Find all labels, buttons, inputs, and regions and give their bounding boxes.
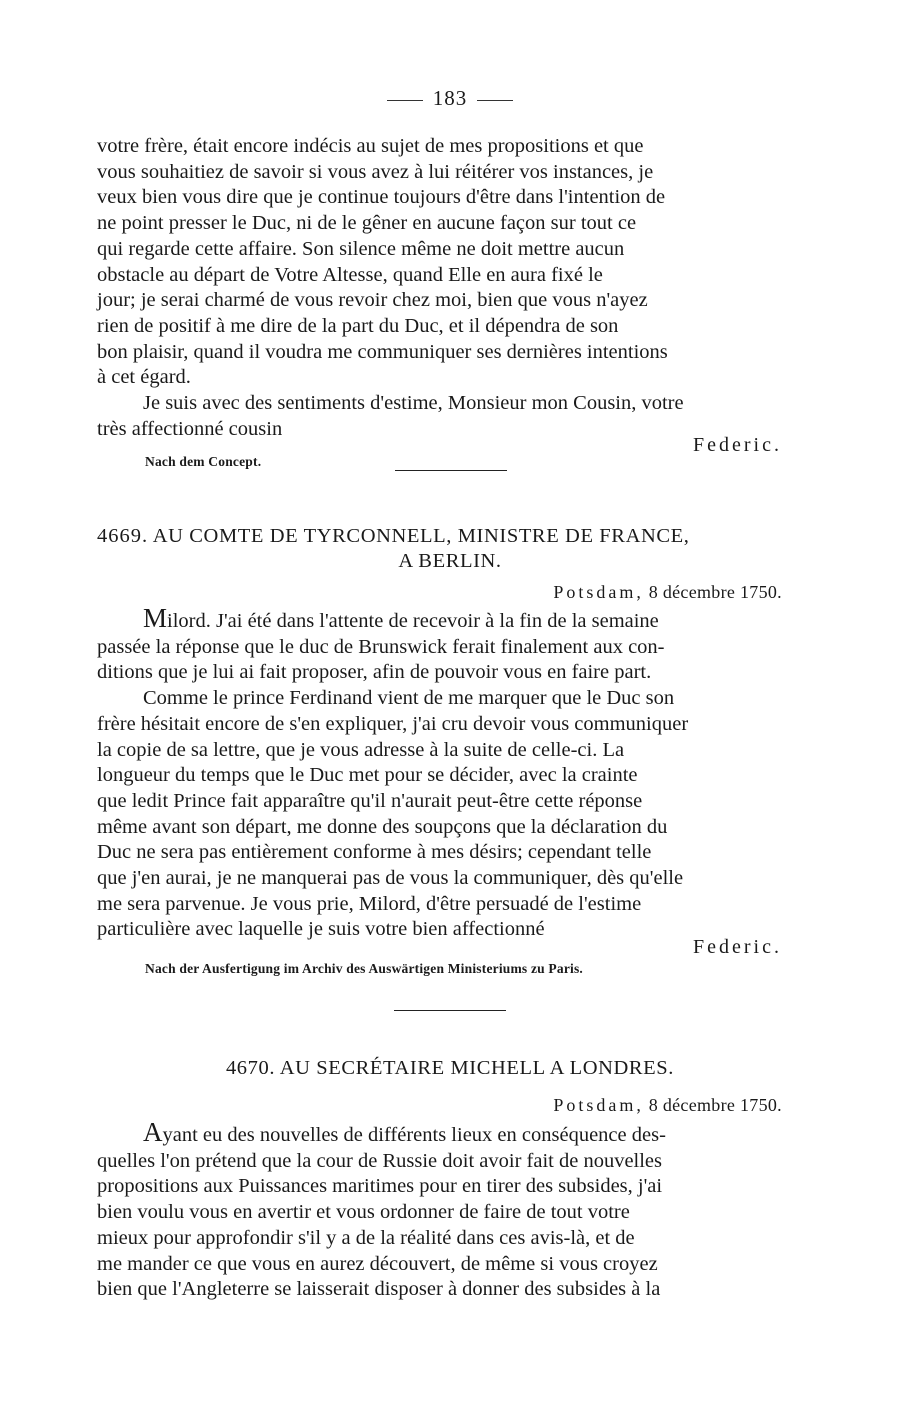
section-divider <box>395 470 507 471</box>
letter-4670-body <box>97 1117 807 1303</box>
letter-4669-paragraph-1: Milord. J'ai été dans l'attente de recevoir à la fin de la semaine passée la réponse que le duc de Brunswick ferait finalement aux con- ditions que je lui ai fait proposer, afin de pouvoir vous en faire part. <box>97 603 665 684</box>
letter-4669-heading: 4669. AU COMTE DE TYRCONNELL, MINISTRE DE FRANCE, <box>97 525 690 547</box>
letter-1-source-note: Nach dem Concept. <box>145 454 262 469</box>
page-number-dash-left <box>387 100 423 101</box>
letter-1-body <box>97 134 807 442</box>
page-number-dash-right <box>477 100 513 101</box>
letter-4669-heading-line2: A BERLIN. <box>398 550 502 572</box>
letter-4669-signature: Federic. <box>693 936 782 958</box>
letter-4670-heading: 4670. AU SECRÉTAIRE MICHELL A LONDRES. <box>225 1057 675 1079</box>
letter-4670-dateline: Potsdam, 8 décembre 1750. <box>553 1095 782 1115</box>
letter-1-signature: Federic. <box>693 434 782 456</box>
letter-4669-paragraph-2: Comme le prince Ferdinand vient de me marquer que le Duc son frère hésitait encore de s'en expliquer, j'ai cru devoir vous communiquer la copie de sa lettre, que je vous adresse à la suite de celle-ci. La longueur du temps que le Duc met pour se décider, avec la crainte que ledit Prince fait apparaître qu'il n'aurait peut-être cette réponse même avant son départ, me donne des soupçons que la déclaration du Duc ne sera pas entièrement conforme à mes désirs; cependant telle que j'en aurai, je ne manquerai pas de vous la communiquer, dès qu'elle me sera parvenue. Je vous prie, Milord, d'être persuadé de l'estime particulière avec laquelle je suis votre bien affectionné <box>97 687 689 941</box>
letter-4669-dateline: Potsdam, 8 décembre 1750. <box>553 582 782 602</box>
page-number: 183 <box>0 86 900 111</box>
letter-4670-paragraph: Ayant eu des nouvelles de différents lieux en conséquence des- quelles l'on prétend que la cour de Russie doit avoir fait de nouvelles propositions aux Puissances maritimes pour en tirer des subsides, j'ai bien voulu vous en avertir et vous ordonner de faire de tout votre mieux pour approfondir s'il y a de la réalité dans ces avis-là, et de me mander ce que vous en aurez découvert, de même si vous croyez bien que l'Angleterre se laisserait disposer à donner des subsides à la <box>97 1117 666 1301</box>
letter-1-closing: Je suis avec des sentiments d'estime, Monsieur mon Cousin, votre <box>143 392 684 415</box>
letter-1-closing-2: très affectionné cousin <box>97 417 283 440</box>
letter-4669-source-note: Nach der Ausfertigung im Archiv des Auswärtigen Ministeriums zu Paris. <box>145 961 583 976</box>
letter-1-paragraph: votre frère, était encore indécis au sujet de mes propositions et que vous souhaitiez de savoir si vous avez à lui réitérer vos instances, je veux bien vous dire que je continue toujours d'être dans l'intention de ne point presser le Duc, ni de le gêner en aucune façon sur tout ce qui regarde cette affaire. Son silence même ne doit mettre aucun obstacle au départ de Votre Altesse, quand Elle en aura fixé le jour; je serai charmé de vous revoir chez moi, bien que vous n'ayez rien de positif à me dire de la part du Duc, et il dépendra de son bon plaisir, quand il voudra me communiquer ses dernières intentions à cet égard. <box>97 135 668 389</box>
letter-4669-body <box>97 603 807 943</box>
section-divider-2 <box>394 1010 506 1011</box>
